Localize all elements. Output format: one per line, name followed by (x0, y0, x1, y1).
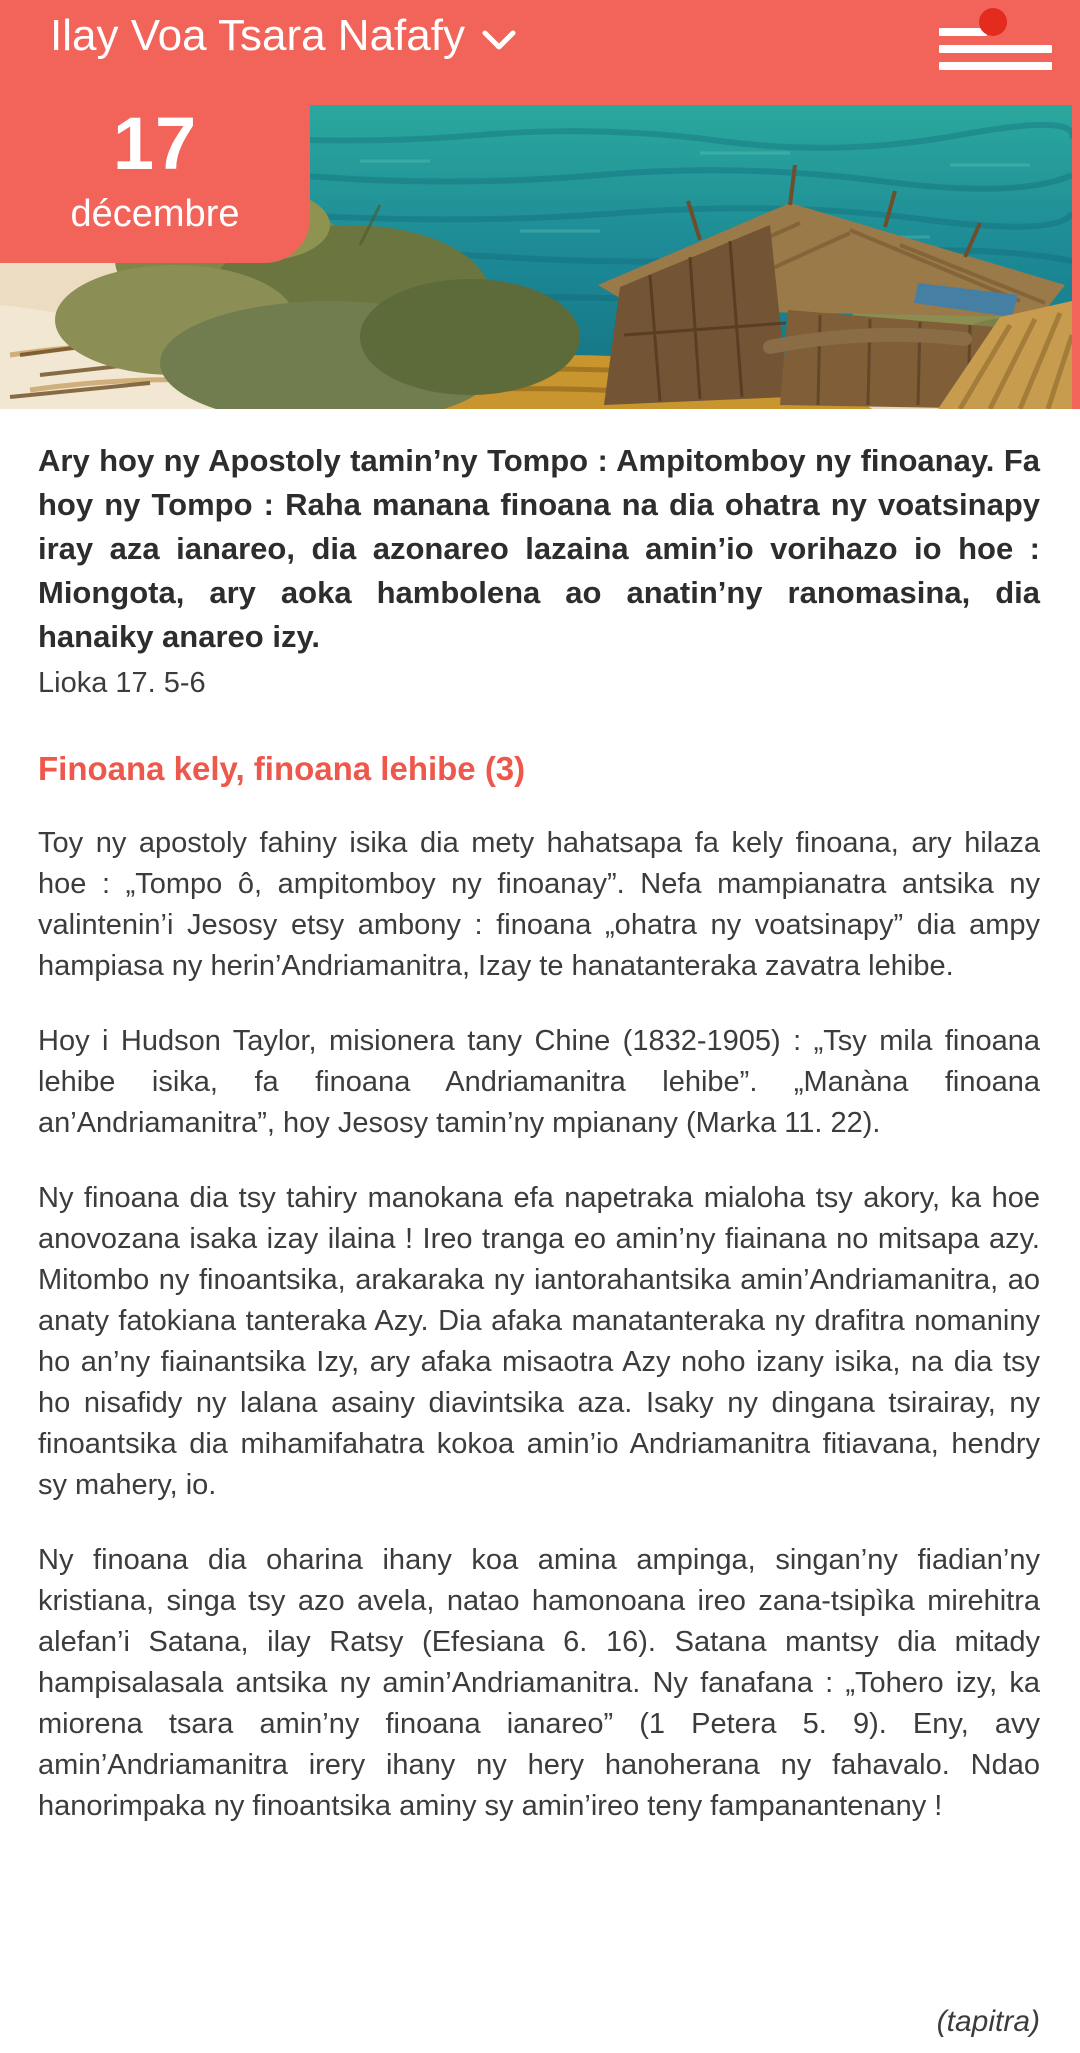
article-paragraph: Ny finoana dia tsy tahiry manokana efa napetraka mialoha tsy akory, ka hoe anovozana isaka izay ilaina ! Ireo tranga eo amin’ny fiainana no mitsapa azy. Mitombo ny finoantsika, arakaraka ny iantorahantsika amin’Andriamanitra, ao anaty fatokiana tanteraka Azy. Dia afaka manatanteraka ny drafitra nomaniny ho an’ny fiainantsika Izy, ary afaka misaotra Azy noho izany isika, na dia tsy ho nisafidy ny lalana asainy diavintsika aza. Isaky ny dingana tsirairay, ny finoantsika dia mihamifahatra kokoa amin’io Andriamanitra fitiavana, hendry sy mahery, io. (38, 1182, 1040, 1501)
content (0, 409, 1080, 2053)
publication-title-dropdown[interactable] (50, 10, 517, 62)
article-paragraph: Toy ny apostoly fahiny isika dia mety hahatsapa fa kely finoana, ary hilaza hoe : „Tompo ô, ampitomboy ny finoanay”. Nefa mampianatra antsika ny valintenin’i Jesosy etsy ambony : finoana „ohatra ny voatsinapy” dia ampy hampiasa ny herin’Andriamanitra, Izay te hanatanteraka zavatra lehibe. (38, 827, 1040, 982)
article-paragraph: Ny finoana dia oharina ihany koa amina ampinga, singan’ny fiadian’ny kristiana, singa tsy azo avela, natao hamonoana ireo zana-tsipìka mirehitra alefan’i Satana, ilay Ratsy (Efesiana 6. 16). Satana mantsy dia mitady hampisalasala antsika ny amin’Andriamanitra. Ny fanafana : „Tohero izy, ka miorena tsara amin’ny finoana ianareo” (1 Petera 5. 9). Eny, avy amin’Andriamanitra irery ihany ny hery hanoherana ny fahavalo. Ndao hanorimpaka ny finoantsika aminy sy amin’ireo teny fampanantenany ! (38, 1544, 1040, 1822)
verse-text: Ary hoy ny Apostoly tamin’ny Tompo : Ampitomboy ny finoanay. Fa hoy ny Tompo : Raha manana finoana na dia ohatra ny voatsinapy iray aza ianareo, dia azonareo lazaina amin’io vorihazo io hoe : Miongota, ary aoka hambolena ao anatin’ny ranomasina, dia hanaiky anareo izy. (38, 443, 1040, 654)
article-title: Finoana kely, finoana lehibe (3) (38, 750, 526, 787)
app-title: Ilay Voa Tsara Nafafy (50, 11, 465, 60)
hero-section (0, 0, 1080, 409)
date-badge[interactable] (0, 102, 310, 263)
article-paragraph: Hoy i Hudson Taylor, misionera tany Chine (1832-1905) : „Tsy mila finoana lehibe isika, fa finoana Andriamanitra lehibe”. „Manàna finoana an’Andriamanitra”, hoy Jesosy tamin’ny mpianany (Marka 11. 22). (38, 1025, 1040, 1139)
chevron-down-icon (481, 28, 517, 52)
app-header (0, 0, 1080, 105)
menu-button[interactable] (939, 20, 1052, 83)
notification-dot (979, 8, 1007, 36)
date-day: 17 (112, 102, 198, 185)
ending-note: (tapitra) (936, 2005, 1040, 2038)
date-month: décembre (70, 193, 240, 235)
verse-reference: Lioka 17. 5-6 (38, 667, 206, 699)
